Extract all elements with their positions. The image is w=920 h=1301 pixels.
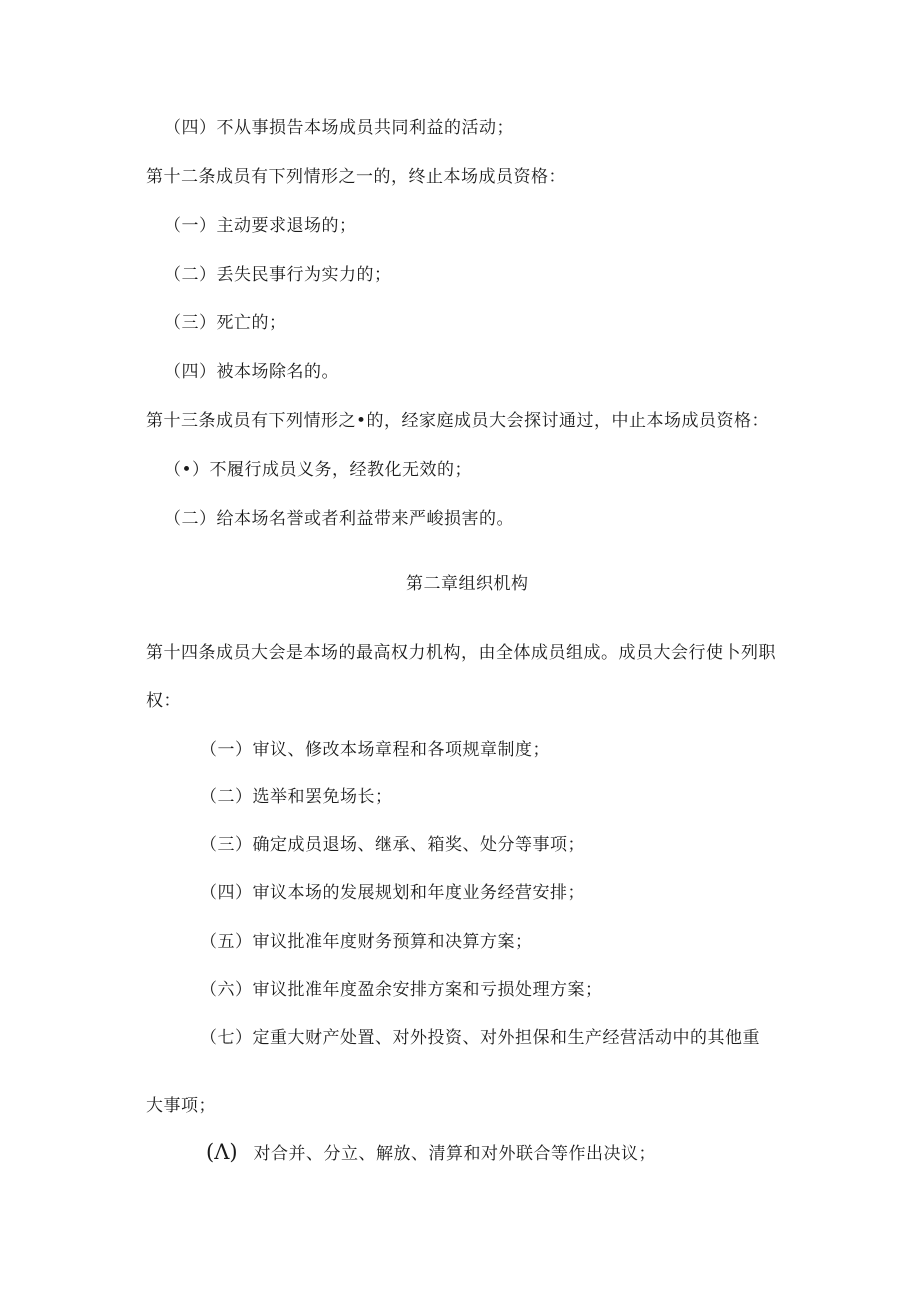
text-line: （三）确定成员退场、继承、箱奖、处分等事项； (200, 835, 585, 855)
text-line: （四）审议本场的发展规划和年度业务经营安排； (200, 883, 585, 903)
text-line: （一）审议、修改本场章程和各项规章制度； (200, 740, 550, 760)
text-line: （二）给本场名誉或者利益带来严峻损害的。 (164, 509, 514, 529)
text-line: （六）审议批准年度盈余安排方案和亏损处理方案； (200, 980, 603, 1000)
text-line: （二）选举和罢免场长； (200, 787, 393, 807)
text-line: （四）被本场除名的。 (164, 362, 339, 382)
text-line: （二）丢失民事行为实力的； (164, 265, 392, 285)
text-line: 大事项； (146, 1096, 216, 1116)
article-12-heading: 第十二条成员有下列情形之一的，终止本场成员资格： (146, 167, 566, 187)
text-line: （三）死亡的； (164, 313, 287, 333)
text-line: （五）审议批准年度财务预算和决算方案； (200, 932, 533, 952)
article-13-heading: 第十三条成员有下列情形之•的，经家庭成员大会探讨通过，中止本场成员资格： (146, 411, 770, 431)
text-line: （七）定重大财产处置、对外投资、对外担保和生产经营活动中的其他重 (200, 1028, 760, 1048)
text-line (206, 1141, 656, 1165)
list-item-text: 对合并、分立、解放、清算和对外联合等作出决议； (253, 1144, 656, 1164)
text-line: （•）不履行成员义务，经教化无效的； (164, 460, 473, 480)
list-marker: (Λ) (206, 1140, 238, 1164)
article-14-heading: 第十四条成员大会是本场的最高权力机构，由全体成员组成。成员大会行使卜列职 (146, 643, 776, 663)
text-line: 权： (146, 691, 181, 711)
chapter-title: 第二章组织机构 (406, 574, 529, 594)
text-line: （一）主动要求退场的； (164, 216, 357, 236)
text-line: （四）不从事损告本场成员共同利益的活动； (164, 118, 514, 138)
